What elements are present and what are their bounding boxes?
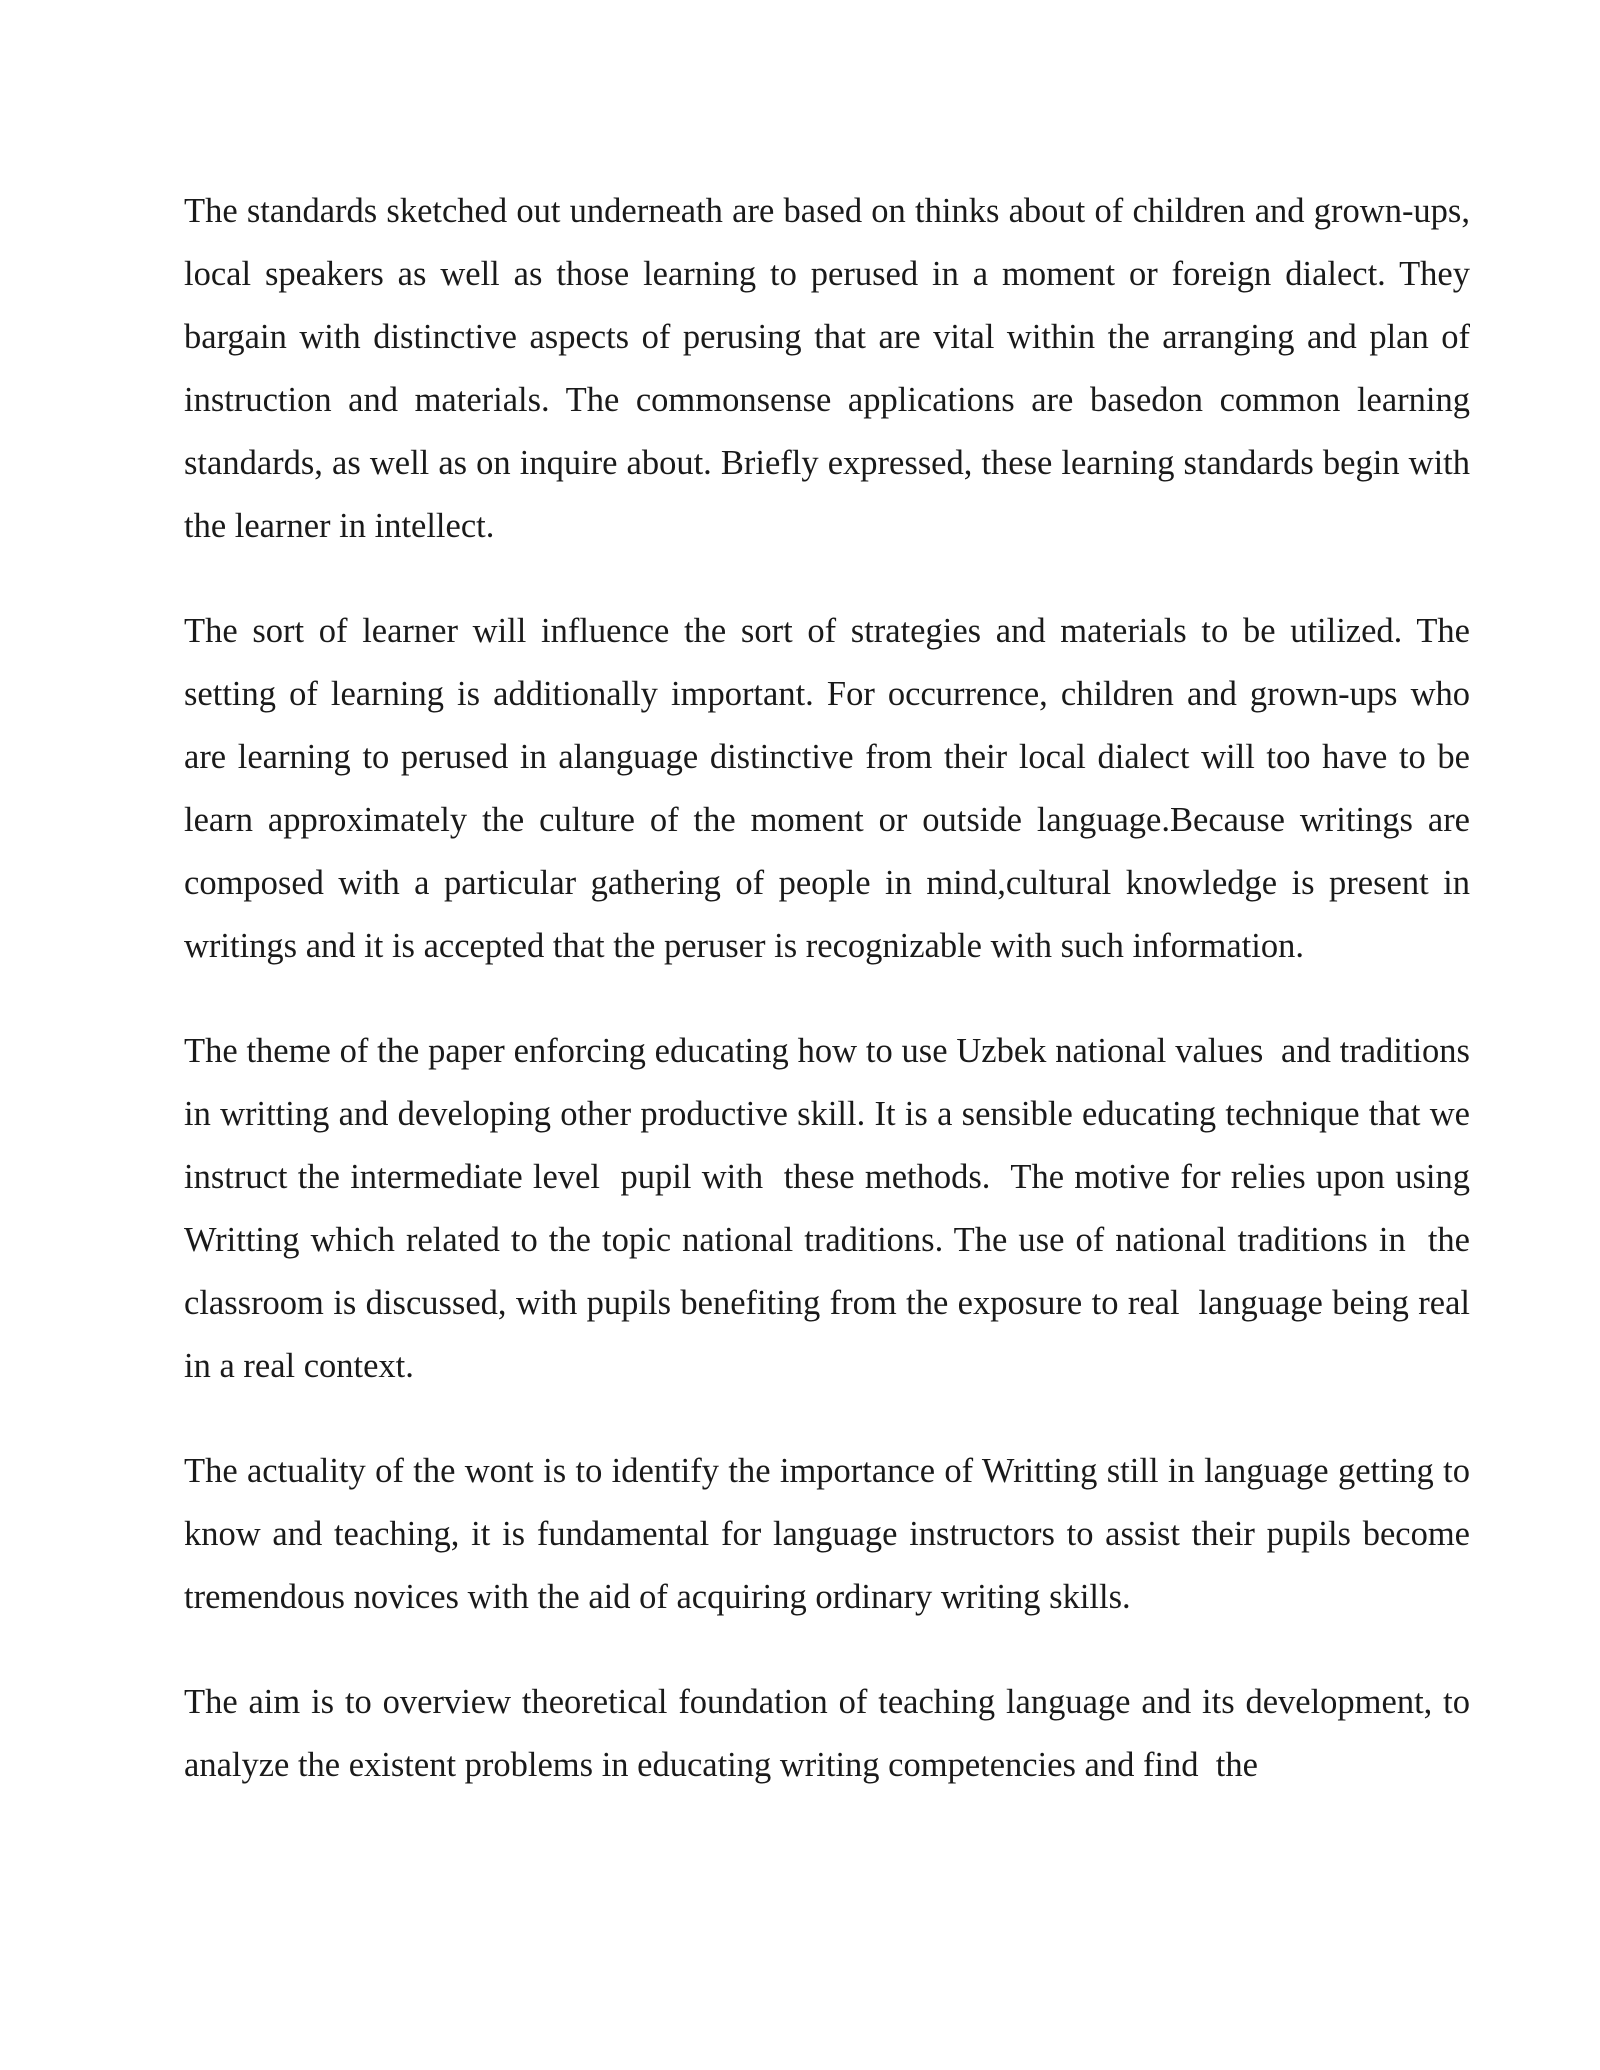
paragraph-standards: The standards sketched out underneath are based on thinks about of children and grown-ups, local speakers as well as those learning to perused in a moment or foreign dialect. They bargain with distinctive aspects of perusing that are vital within the arranging and plan of instruction and materials. The commonsense applications are basedon common learning standards, as well as on inquire about. Briefly expressed, these learning standards begin with the learner in intellect. <box>184 192 1479 545</box>
paragraph-theme: The theme of the paper enforcing educating how to use Uzbek national values and traditions in writting and developing other productive skill. It is a sensible educating technique that we instruct the intermediate level pupil with these methods. The motive for relies upon using Writting which related to the topic national traditions. The use of national traditions in the classroom is discussed, with pupils benefiting from the exposure to real language being real in a real context. <box>184 1032 1488 1385</box>
document-body <box>184 180 1488 1839</box>
paragraph-learner: The sort of learner will influence the sort of strategies and materials to be utilized. The setting of learning is additionally important. For occurrence, children and grown-ups who are learning to perused in alanguage distinctive from their local dialect will too have to be learn approximately the culture of the moment or outside language.Because writings are composed with a particular gathering of people in mind,cultural knowledge is present in writings and it is accepted that the peruser is recognizable with such information. <box>184 612 1479 965</box>
paragraph-actuality: The actuality of the wont is to identify the importance of Writting still in language getting to know and teaching, it is fundamental for language instructors to assist their pupils become tremendous novices with the aid of acquiring ordinary writing skills. <box>184 1452 1479 1616</box>
paragraph-aim: The aim is to overview theoretical foundation of teaching language and its development, to analyze the existent problems in educating writing competencies and find the <box>184 1683 1479 1784</box>
